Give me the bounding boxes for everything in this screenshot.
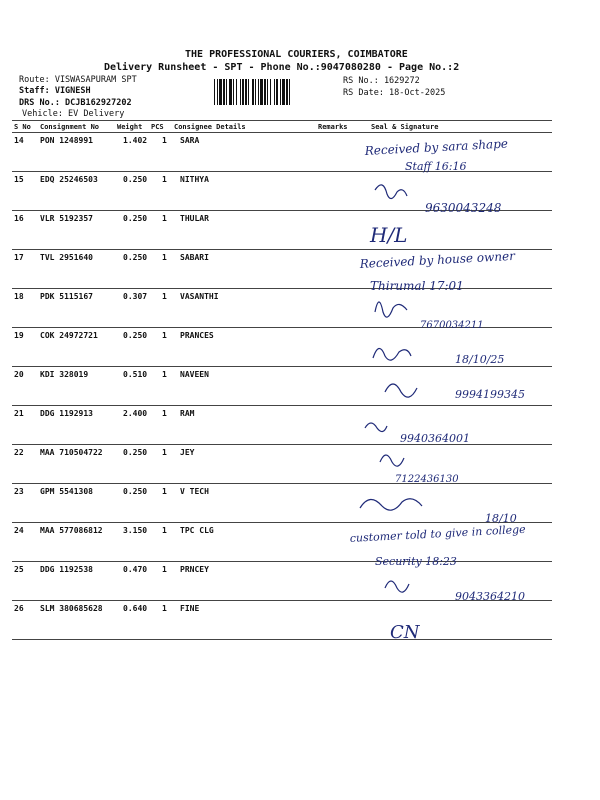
row-weight: 0.250 [123, 487, 148, 496]
handwritten-note: Thirumal 17:01 [370, 279, 464, 293]
handwritten-note: Staff 16:16 [405, 160, 467, 173]
row-sno: 19 [14, 331, 24, 340]
signature-scribble [373, 348, 411, 360]
handwritten-note: 9630043248 [425, 201, 502, 215]
row-consignee: VASANTHI [180, 292, 219, 301]
row-pcs: 1 [162, 175, 167, 184]
row-consignee: NAVEEN [180, 370, 209, 379]
row-weight: 0.307 [123, 292, 148, 301]
row-pcs: 1 [162, 565, 167, 574]
row-sno: 17 [14, 253, 24, 262]
signature-scribble [365, 423, 387, 432]
row-sno: 21 [14, 409, 24, 418]
row-consignment-no: DDG 1192913 [40, 409, 93, 418]
row-weight: 0.250 [123, 253, 148, 262]
row-consignee: V TECH [180, 487, 209, 496]
row-weight: 0.250 [123, 214, 148, 223]
signature-area [345, 130, 555, 650]
signature-scribble [385, 581, 409, 592]
row-pcs: 1 [162, 448, 167, 457]
row-consignment-no: KDI 328019 [40, 370, 89, 379]
row-consignment-no: DDG 1192538 [40, 565, 93, 574]
row-weight: 0.510 [123, 370, 148, 379]
row-sno: 23 [14, 487, 24, 496]
row-pcs: 1 [162, 370, 167, 379]
row-consignee: RAM [180, 409, 195, 418]
row-consignment-no: PON 1248991 [40, 136, 93, 145]
signature-scribble [375, 302, 407, 317]
row-weight: 3.150 [123, 526, 148, 535]
signature-scribble [360, 499, 422, 510]
handwritten-note: CN [390, 622, 420, 643]
row-sno: 16 [14, 214, 24, 223]
row-weight: 0.640 [123, 604, 148, 613]
handwritten-note: H/L [370, 223, 408, 247]
col-weight: Weight [117, 123, 143, 131]
handwritten-note: 7670034211 [420, 320, 484, 331]
handwritten-note: Received by sara shape [364, 136, 509, 158]
handwritten-note: 18/10 [485, 512, 517, 525]
row-pcs: 1 [162, 604, 167, 613]
row-consignee: THULAR [180, 214, 209, 223]
row-pcs: 1 [162, 409, 167, 418]
row-consignee: SARA [180, 136, 200, 145]
row-sno: 14 [14, 136, 24, 145]
row-consignment-no: MAA 577086812 [40, 526, 103, 535]
signature-scribble [375, 185, 407, 199]
handwritten-note: Security 18:23 [375, 555, 457, 568]
handwritten-note: customer told to give in college [349, 522, 526, 545]
col-seal: Seal & Signature [371, 123, 439, 131]
row-pcs: 1 [162, 331, 167, 340]
vehicle-text: Vehicle: EV Delivery [22, 109, 125, 119]
row-consignee: SABARI [180, 253, 209, 262]
row-consignee: FINE [180, 604, 200, 613]
company-title: THE PROFESSIONAL COURIERS, COIMBATORE [185, 49, 408, 60]
row-weight: 0.250 [123, 175, 148, 184]
col-sno: S No [14, 123, 31, 131]
row-sno: 20 [14, 370, 24, 379]
row-sno: 25 [14, 565, 24, 574]
handwritten-note: 7122436130 [395, 474, 459, 485]
row-consignment-no: VLR 5192357 [40, 214, 93, 223]
row-consignee: JEY [180, 448, 195, 457]
header-top-rule [12, 120, 552, 121]
row-weight: 0.250 [123, 448, 148, 457]
signature-scribble [380, 455, 404, 466]
row-sno: 18 [14, 292, 24, 301]
barcode [214, 79, 338, 105]
row-consignment-no: EDQ 25246503 [40, 175, 98, 184]
row-consignee: NITHYA [180, 175, 209, 184]
row-consignment-no: TVL 2951640 [40, 253, 93, 262]
row-pcs: 1 [162, 253, 167, 262]
row-sno: 26 [14, 604, 24, 613]
runsheet-title: Delivery Runsheet - SPT - Phone No.:9047080280 - Page No.:2 [104, 62, 460, 73]
col-pcs: PCS [151, 123, 164, 131]
handwritten-note: 9940364001 [400, 432, 470, 445]
col-consignment: Consignment No [40, 123, 100, 131]
drs-number: DRS No.: DCJB162927202 [19, 98, 132, 108]
col-remarks: Remarks [318, 123, 348, 131]
row-consignment-no: MAA 710504722 [40, 448, 103, 457]
row-consignee: PRNCEY [180, 565, 209, 574]
row-consignment-no: SLM 380685628 [40, 604, 103, 613]
row-pcs: 1 [162, 292, 167, 301]
handwritten-note: 9994199345 [455, 388, 525, 401]
rs-number: RS No.: 1629272 [343, 76, 420, 86]
staff-text: Staff: VIGNESH [19, 86, 91, 96]
handwritten-note: 9043364210 [455, 590, 525, 603]
handwritten-note: Received by house owner [359, 248, 516, 271]
row-pcs: 1 [162, 214, 167, 223]
handwritten-note: 18/10/25 [455, 353, 505, 366]
row-weight: 2.400 [123, 409, 148, 418]
row-pcs: 1 [162, 136, 167, 145]
signature-scribble [385, 384, 417, 397]
row-consignment-no: COK 24972721 [40, 331, 98, 340]
row-sno: 22 [14, 448, 24, 457]
route-text: Route: VISWASAPURAM SPT [19, 75, 137, 85]
row-consignment-no: GPM 5541308 [40, 487, 93, 496]
row-consignee: PRANCES [180, 331, 214, 340]
col-consignee: Consignee Details [174, 123, 246, 131]
row-sno: 24 [14, 526, 24, 535]
rs-date: RS Date: 18-Oct-2025 [343, 88, 446, 98]
row-weight: 0.250 [123, 331, 148, 340]
row-weight: 0.470 [123, 565, 148, 574]
row-pcs: 1 [162, 487, 167, 496]
row-consignee: TPC CLG [180, 526, 214, 535]
row-sno: 15 [14, 175, 24, 184]
row-pcs: 1 [162, 526, 167, 535]
row-consignment-no: PDK 5115167 [40, 292, 93, 301]
row-weight: 1.402 [123, 136, 148, 145]
